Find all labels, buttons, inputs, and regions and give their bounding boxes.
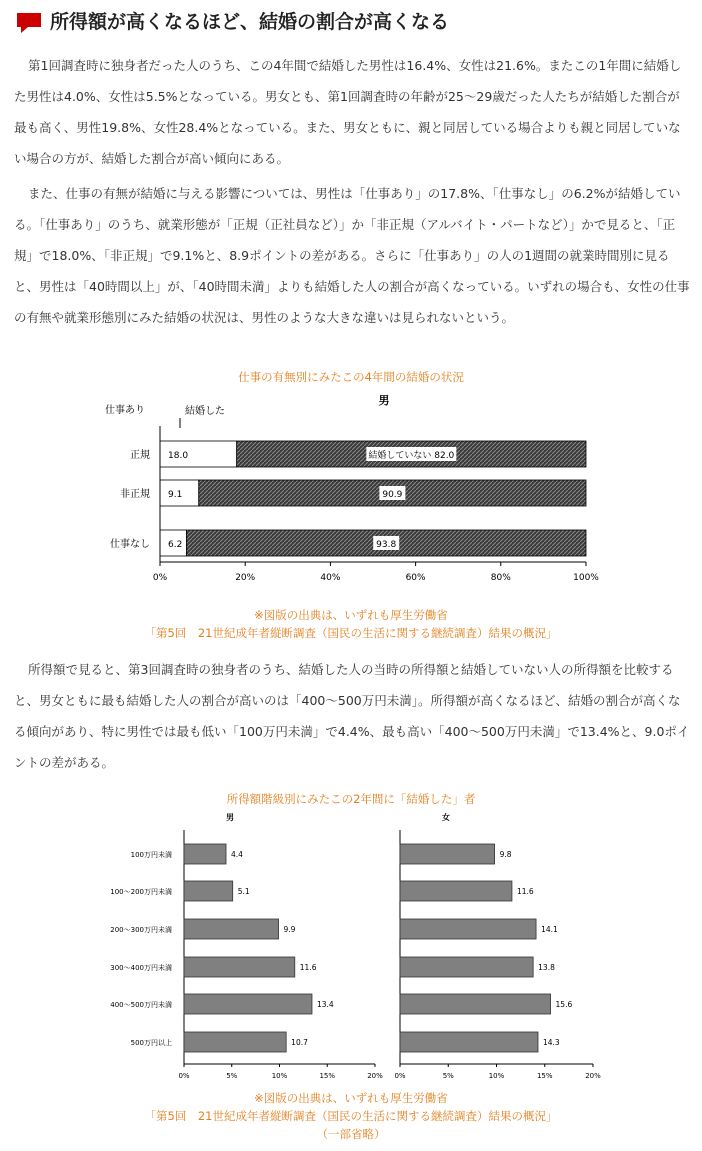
chart2-value-label: 14.3 (542, 1038, 560, 1047)
speech-bubble-icon (16, 12, 42, 34)
chart2-bar (184, 1032, 286, 1052)
chart2-bar (184, 844, 226, 864)
chart1-value-not-married: 90.9 (382, 490, 403, 500)
chart2-category-label: 100〜200万円未満 (110, 888, 172, 896)
paragraph-1: 第1回調査時に独身者だった人のうち、この4年間で結婚した男性は16.4%、女性は21.6%。またこの1年間に結婚した男性は4.0%、女性は5.5%となっている。男女とも、第1回調査時の年齢が25〜29歳だった人たちが結婚した割合が最も高く、男性19.8%、女性28.4%となっている。また、男女ともに、親と同居している場合よりも親と同居していない場合の方が、結婚した割合が高い傾向にある。 (14, 58, 682, 166)
chart2-category-label: 100万円未満 (130, 851, 172, 859)
chart2-title: 所得額階級別にみたこの2年間に「結婚した」者 (226, 792, 476, 806)
paragraph-2: また、仕事の有無が結婚に与える影響については、男性は「仕事あり」の17.8%、「仕事なし」の6.2%が結婚している。「仕事あり」のうち、就業形態が「正規（正社員など）」か「非正規（アルバイト・パートなど）」かで見ると、「正規」で18.0%、「非正規」で9.1%と、8.9ポイントの差がある。さらに「仕事あり」の人の1週間の就業時間別に見ると、男性は「40時間以上」が、「40時間未満」よりも結婚した人の割合が高くなっている。いずれの場合も、女性の仕事の有無や就業形態別にみた結婚の状況は、男性のような大きな違いは見られないという。 (14, 186, 690, 325)
chart2-bar (400, 1032, 538, 1052)
chart2-source-abbrev: （一部省略） (316, 1127, 386, 1141)
chart1-x-tick-label: 80% (490, 573, 511, 583)
chart2-x-tick-label: 15% (319, 1072, 336, 1080)
chart2-panel-label: 女 (442, 813, 450, 822)
article-heading (16, 8, 696, 38)
chart2-panel-label: 男 (226, 813, 234, 822)
chart1-source-line1: ※図版の出典は、いずれも厚生労働省 (254, 608, 448, 622)
chart2-x-tick-label: 20% (585, 1072, 601, 1080)
chart1-title: 仕事の有無別にみたこの4年間の結婚の状況 (238, 370, 464, 384)
chart2-value-label: 11.6 (299, 963, 317, 972)
chart2-x-tick-label: 10% (271, 1072, 288, 1080)
chart1-value-not-married: 93.8 (376, 540, 397, 550)
chart-income (0, 806, 702, 1080)
chart1-value-not-married: 結婚していない 82.0 (368, 451, 455, 461)
chart2-bar (400, 844, 495, 864)
chart1-group-label: 仕事あり (105, 405, 145, 416)
paragraph-3: 所得額で見ると、第3回調査時の独身者のうち、結婚した人の当時の所得額と結婚していない人の所得額を比較すると、男女ともに最も結婚した人の割合が高いのは「400〜500万円未満」。所得額が高くなるほど、結婚の割合が高くなる傾向があり、特に男性では最も低い「100万円未満」で4.4%、最も高い「400〜500万円未満」で13.4%と、9.0ポイントの差がある。 (14, 662, 690, 770)
chart2-value-label: 15.6 (555, 1000, 573, 1009)
chart2-value-label: 10.7 (291, 1038, 308, 1047)
chart2-x-tick-label: 10% (488, 1072, 505, 1080)
chart2-x-tick-label: 0% (178, 1072, 190, 1080)
chart-work-status (0, 386, 702, 590)
chart2-category-label: 400〜500万円未満 (110, 1001, 172, 1009)
chart2-bar (400, 994, 551, 1014)
chart1-source-line2: 「第5回 21世紀成年者縦断調査（国民の生活に関する継続調査）結果の概況」 (144, 626, 558, 640)
chart2-bar (184, 919, 279, 939)
chart1-category-label: 仕事なし (110, 539, 150, 550)
chart1-x-tick-label: 0% (152, 573, 168, 583)
chart1-category-label: 正規 (130, 450, 150, 461)
chart1-value-married: 9.1 (168, 490, 183, 500)
chart1-x-tick-label: 100% (573, 573, 599, 583)
chart1-x-tick-label: 20% (235, 573, 256, 583)
chart2-value-label: 13.4 (316, 1000, 334, 1009)
chart1-value-married: 18.0 (168, 451, 189, 461)
chart1-x-tick-label: 40% (320, 573, 341, 583)
chart2-category-label: 200〜300万円未満 (110, 926, 172, 934)
chart2-bar (184, 957, 295, 977)
chart2-x-tick-label: 5% (226, 1072, 238, 1080)
chart2-value-label: 14.1 (541, 925, 558, 934)
chart2-bar (400, 881, 512, 901)
chart2-bar (400, 957, 533, 977)
chart2-x-tick-label: 0% (394, 1072, 406, 1080)
chart2-category-label: 500万円以上 (130, 1039, 172, 1047)
chart2-bar (184, 994, 312, 1014)
chart2-bar (400, 919, 536, 939)
chart2-value-label: 5.1 (237, 887, 250, 896)
chart1-x-tick-label: 60% (405, 573, 426, 583)
chart2-x-tick-label: 20% (367, 1072, 383, 1080)
chart1-subtitle: 男 (378, 394, 390, 407)
chart1-annotation: 結婚した (185, 406, 225, 417)
chart2-value-label: 9.9 (283, 925, 296, 934)
chart2-value-label: 4.4 (231, 850, 243, 859)
chart2-source-line2: 「第5回 21世紀成年者縦断調査（国民の生活に関する継続調査）結果の概況」 (144, 1109, 558, 1123)
page-title: 所得額が高くなるほど、結婚の割合が高くなる (50, 11, 450, 33)
chart2-value-label: 13.8 (538, 963, 555, 972)
chart1-value-married: 6.2 (168, 540, 183, 550)
chart2-source-line1: ※図版の出典は、いずれも厚生労働省 (254, 1091, 448, 1105)
chart2-value-label: 11.6 (516, 887, 534, 896)
chart2-value-label: 9.8 (499, 850, 512, 859)
chart2-x-tick-label: 5% (442, 1072, 454, 1080)
chart2-category-label: 300〜400万円未満 (110, 964, 172, 972)
chart2-bar (184, 881, 233, 901)
chart2-x-tick-label: 15% (536, 1072, 553, 1080)
chart1-category-label: 非正規 (120, 489, 150, 500)
